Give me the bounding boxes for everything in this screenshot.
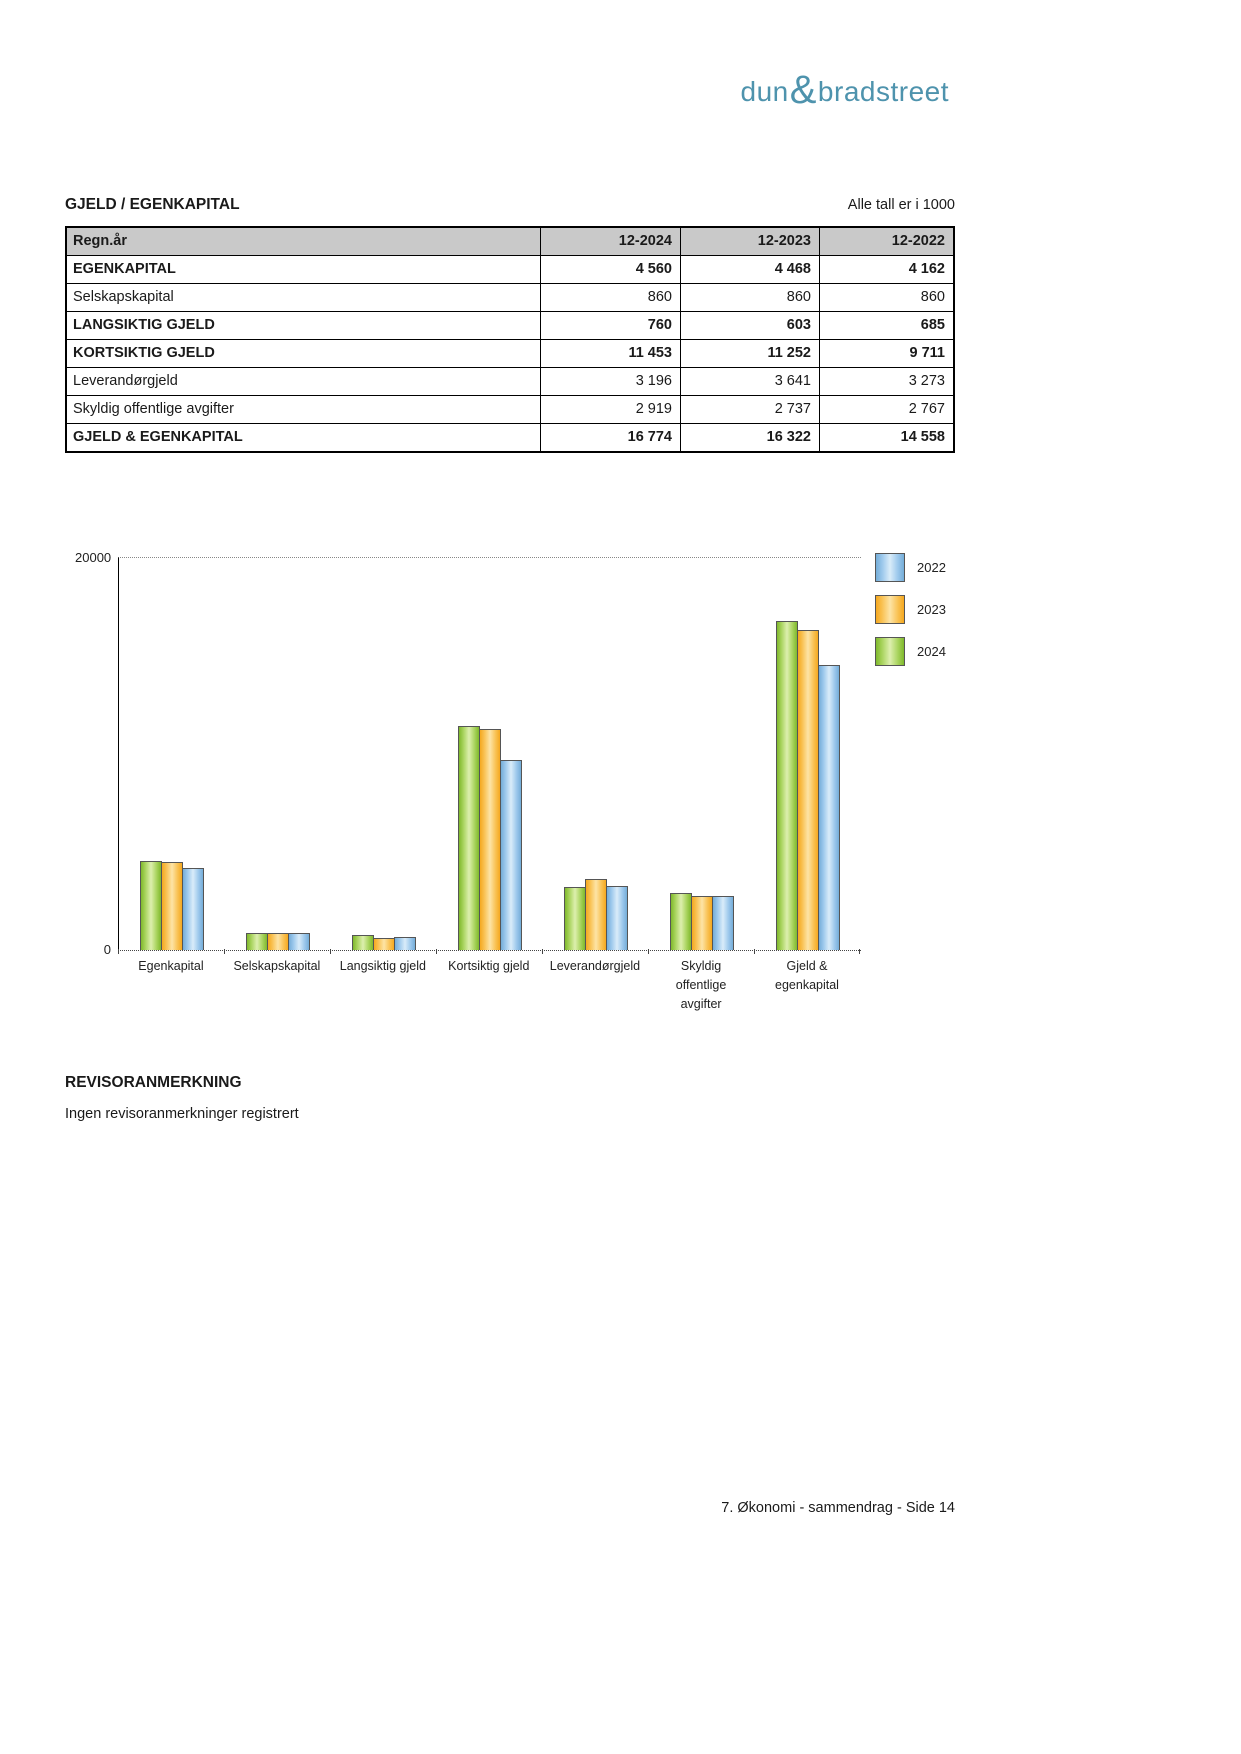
table-title: GJELD / EGENKAPITAL [65, 196, 240, 213]
category-label: Kortsiktig gjeld [436, 957, 542, 1013]
table-row [67, 368, 953, 396]
bar-group [543, 558, 649, 950]
logo-dun: dun [740, 76, 789, 107]
bar-2022 [394, 937, 416, 950]
y-axis-tick-20000: 20000 [75, 550, 112, 565]
column-header-regnar: Regn.år [73, 233, 127, 249]
table-row-label: Selskapskapital [73, 289, 174, 305]
legend-item [875, 595, 946, 624]
table-row [67, 256, 953, 284]
dun-bradstreet-logo [740, 68, 949, 112]
bar-chart [75, 545, 975, 1020]
column-header-2023: 12-2023 [680, 228, 819, 255]
bar-group [119, 558, 225, 950]
bar-2024 [564, 887, 586, 950]
table-cell-value: 11 252 [680, 340, 819, 367]
column-header-2024: 12-2024 [540, 228, 680, 255]
table-cell-value: 4 468 [680, 256, 819, 283]
revisor-heading: REVISORANMERKNING [65, 1074, 242, 1091]
table-cell-value: 2 737 [680, 396, 819, 423]
y-axis-tick-0: 0 [103, 942, 111, 957]
bar-2023 [373, 938, 395, 950]
table-row [67, 340, 953, 368]
table-header-row [67, 228, 953, 256]
bar-2022 [500, 760, 522, 950]
table-cell-value: 11 453 [540, 340, 680, 367]
legend-label: 2022 [917, 560, 946, 575]
financial-table [65, 226, 955, 453]
table-cell-value: 2 767 [819, 396, 953, 423]
table-row-label: Skyldig offentlige avgifter [73, 401, 234, 417]
table-cell-value: 4 162 [819, 256, 953, 283]
bar-2024 [140, 861, 162, 950]
table-cell-value: 16 322 [680, 424, 819, 451]
revisor-text: Ingen revisoranmerkninger registrert [65, 1106, 299, 1122]
bar-2022 [818, 665, 840, 950]
table-cell-value: 860 [540, 284, 680, 311]
table-cell-value: 685 [819, 312, 953, 339]
table-cell-value: 3 196 [540, 368, 680, 395]
bar-group [649, 558, 755, 950]
legend-label: 2023 [917, 602, 946, 617]
legend-item [875, 553, 946, 582]
table-row [67, 312, 953, 340]
table-row [67, 396, 953, 424]
table-row-label: GJELD & EGENKAPITAL [73, 429, 243, 445]
table-cell-value: 860 [680, 284, 819, 311]
bar-2023 [479, 729, 501, 950]
bar-2024 [670, 893, 692, 950]
chart-category-labels [118, 957, 860, 1013]
bar-2023 [161, 862, 183, 950]
category-label: Gjeld & egenkapital [754, 957, 860, 1013]
table-unit-note: Alle tall er i 1000 [847, 197, 955, 213]
bar-group [437, 558, 543, 950]
table-row [67, 424, 953, 451]
table-row-label: EGENKAPITAL [73, 261, 176, 277]
page-footer: 7. Økonomi - sammendrag - Side 14 [721, 1500, 955, 1516]
table-cell-value: 760 [540, 312, 680, 339]
bar-2024 [776, 621, 798, 950]
table-cell-value: 2 919 [540, 396, 680, 423]
bar-2023 [691, 896, 713, 950]
bar-2022 [712, 896, 734, 950]
chart-legend [875, 553, 946, 666]
table-cell-value: 16 774 [540, 424, 680, 451]
table-row-label: Leverandørgjeld [73, 373, 178, 389]
bar-2024 [246, 933, 268, 950]
column-header-2022: 12-2022 [819, 228, 953, 255]
legend-swatch-2024 [875, 637, 905, 666]
bar-2022 [606, 886, 628, 950]
bar-group [755, 558, 861, 950]
table-cell-value: 4 560 [540, 256, 680, 283]
bar-group [331, 558, 437, 950]
legend-label: 2024 [917, 644, 946, 659]
table-row [67, 284, 953, 312]
legend-item [875, 637, 946, 666]
bar-2023 [585, 879, 607, 950]
category-label: Egenkapital [118, 957, 224, 1013]
logo-ampersand-icon: & [789, 68, 817, 112]
bar-2022 [288, 933, 310, 950]
bar-2024 [352, 935, 374, 950]
category-label: Selskapskapital [224, 957, 330, 1013]
table-row-label: KORTSIKTIG GJELD [73, 345, 215, 361]
legend-swatch-2023 [875, 595, 905, 624]
chart-bar-groups [119, 558, 861, 950]
bar-2024 [458, 726, 480, 950]
legend-swatch-2022 [875, 553, 905, 582]
category-label: Leverandørgjeld [542, 957, 648, 1013]
bar-2023 [797, 630, 819, 950]
bar-group [225, 558, 331, 950]
bar-2022 [182, 868, 204, 950]
table-cell-value: 9 711 [819, 340, 953, 367]
table-row-label: LANGSIKTIG GJELD [73, 317, 215, 333]
table-cell-value: 14 558 [819, 424, 953, 451]
table-cell-value: 860 [819, 284, 953, 311]
table-cell-value: 3 641 [680, 368, 819, 395]
category-label: Skyldig offentlige avgifter [648, 957, 754, 1013]
logo-bradstreet: bradstreet [817, 76, 949, 107]
table-header-line [65, 196, 955, 214]
category-label: Langsiktig gjeld [330, 957, 436, 1013]
bar-2023 [267, 933, 289, 950]
table-cell-value: 3 273 [819, 368, 953, 395]
table-cell-value: 603 [680, 312, 819, 339]
chart-plot-area [118, 557, 861, 951]
